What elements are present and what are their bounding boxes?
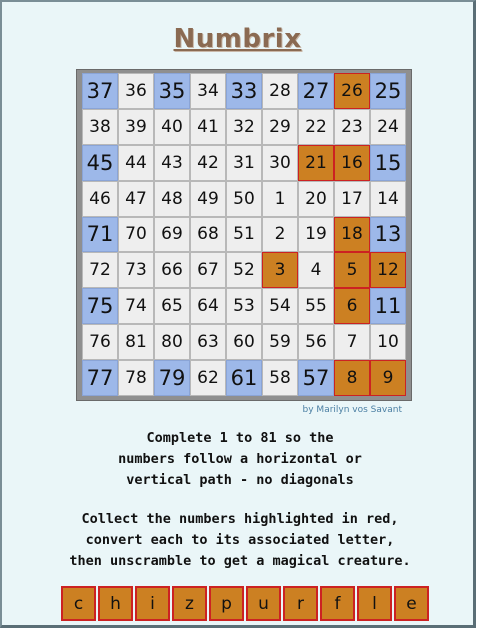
bonus-line: Collect the numbers highlighted in red, [81, 511, 399, 527]
grid-cell[interactable]: 34 [190, 73, 226, 109]
grid-cell[interactable]: 51 [226, 217, 262, 253]
letter-tile[interactable]: e [394, 586, 429, 621]
page-title: Numbrix [173, 24, 302, 54]
given-number-cell: 35 [154, 73, 190, 109]
grid-cell[interactable]: 60 [226, 324, 262, 360]
grid-cell[interactable]: 62 [190, 360, 226, 396]
given-number-cell: 79 [154, 360, 190, 396]
highlighted-cell[interactable]: 16 [334, 145, 370, 181]
highlighted-cell[interactable]: 18 [334, 217, 370, 253]
grid-cell[interactable]: 63 [190, 324, 226, 360]
letter-tile[interactable]: l [357, 586, 392, 621]
given-number-cell: 75 [82, 288, 118, 324]
puzzle-board [76, 69, 412, 401]
grid-cell[interactable]: 10 [370, 324, 406, 360]
rules-line: numbers follow a horizontal or [118, 451, 362, 467]
rules-text [2, 428, 478, 491]
grid-cell[interactable]: 54 [262, 288, 298, 324]
grid-cell[interactable]: 36 [118, 73, 154, 109]
grid-cell[interactable]: 76 [82, 324, 118, 360]
grid-cell[interactable]: 59 [262, 324, 298, 360]
given-number-cell: 13 [370, 217, 406, 253]
grid-cell[interactable]: 24 [370, 109, 406, 145]
grid-cell[interactable]: 22 [298, 109, 334, 145]
given-number-cell: 33 [226, 73, 262, 109]
grid-cell[interactable]: 7 [334, 324, 370, 360]
grid-cell[interactable]: 2 [262, 217, 298, 253]
grid-cell[interactable]: 78 [118, 360, 154, 396]
given-number-cell: 45 [82, 145, 118, 181]
grid-cell[interactable]: 19 [298, 217, 334, 253]
number-grid [82, 73, 406, 396]
letter-tile[interactable]: p [209, 586, 244, 621]
grid-cell[interactable]: 47 [118, 181, 154, 217]
grid-cell[interactable]: 41 [190, 109, 226, 145]
author-credit: by Marilyn vos Savant [302, 405, 402, 415]
letter-tile[interactable]: z [172, 586, 207, 621]
grid-cell[interactable]: 30 [262, 145, 298, 181]
grid-cell[interactable]: 56 [298, 324, 334, 360]
grid-cell[interactable]: 66 [154, 252, 190, 288]
grid-cell[interactable]: 69 [154, 217, 190, 253]
grid-cell[interactable]: 81 [118, 324, 154, 360]
bonus-line: then unscramble to get a magical creature. [69, 553, 411, 569]
letter-tile[interactable]: i [135, 586, 170, 621]
given-number-cell: 25 [370, 73, 406, 109]
grid-cell[interactable]: 67 [190, 252, 226, 288]
given-number-cell: 37 [82, 73, 118, 109]
rules-line: vertical path - no diagonals [126, 472, 354, 488]
grid-cell[interactable]: 29 [262, 109, 298, 145]
letter-tiles [61, 586, 431, 621]
grid-cell[interactable]: 4 [298, 252, 334, 288]
highlighted-cell[interactable]: 9 [370, 360, 406, 396]
grid-cell[interactable]: 55 [298, 288, 334, 324]
highlighted-cell[interactable]: 26 [334, 73, 370, 109]
highlighted-cell[interactable]: 3 [262, 252, 298, 288]
given-number-cell: 11 [370, 288, 406, 324]
letter-tile[interactable]: r [283, 586, 318, 621]
highlighted-cell[interactable]: 5 [334, 252, 370, 288]
bonus-line: convert each to its associated letter, [85, 532, 395, 548]
bonus-instructions [2, 509, 478, 572]
grid-cell[interactable]: 23 [334, 109, 370, 145]
grid-cell[interactable]: 1 [262, 181, 298, 217]
grid-cell[interactable]: 64 [190, 288, 226, 324]
grid-cell[interactable]: 53 [226, 288, 262, 324]
letter-tile[interactable]: c [61, 586, 96, 621]
given-number-cell: 61 [226, 360, 262, 396]
grid-cell[interactable]: 74 [118, 288, 154, 324]
given-number-cell: 77 [82, 360, 118, 396]
grid-cell[interactable]: 58 [262, 360, 298, 396]
highlighted-cell[interactable]: 12 [370, 252, 406, 288]
letter-tile[interactable]: u [246, 586, 281, 621]
given-number-cell: 57 [298, 360, 334, 396]
grid-cell[interactable]: 39 [118, 109, 154, 145]
grid-cell[interactable]: 42 [190, 145, 226, 181]
grid-cell[interactable]: 28 [262, 73, 298, 109]
letter-tile[interactable]: h [98, 586, 133, 621]
grid-cell[interactable]: 80 [154, 324, 190, 360]
grid-cell[interactable]: 38 [82, 109, 118, 145]
grid-cell[interactable]: 65 [154, 288, 190, 324]
grid-cell[interactable]: 48 [154, 181, 190, 217]
grid-cell[interactable]: 68 [190, 217, 226, 253]
highlighted-cell[interactable]: 6 [334, 288, 370, 324]
grid-cell[interactable]: 20 [298, 181, 334, 217]
grid-cell[interactable]: 52 [226, 252, 262, 288]
grid-cell[interactable]: 49 [190, 181, 226, 217]
given-number-cell: 15 [370, 145, 406, 181]
given-number-cell: 71 [82, 217, 118, 253]
grid-cell[interactable]: 70 [118, 217, 154, 253]
letter-tile[interactable]: f [320, 586, 355, 621]
grid-cell[interactable]: 14 [370, 181, 406, 217]
grid-cell[interactable]: 43 [154, 145, 190, 181]
grid-cell[interactable]: 31 [226, 145, 262, 181]
highlighted-cell[interactable]: 21 [298, 145, 334, 181]
highlighted-cell[interactable]: 8 [334, 360, 370, 396]
grid-cell[interactable]: 44 [118, 145, 154, 181]
grid-cell[interactable]: 40 [154, 109, 190, 145]
grid-cell[interactable]: 17 [334, 181, 370, 217]
rules-line: Complete 1 to 81 so the [146, 430, 334, 446]
grid-cell[interactable]: 50 [226, 181, 262, 217]
grid-cell[interactable]: 32 [226, 109, 262, 145]
grid-cell[interactable]: 73 [118, 252, 154, 288]
grid-cell[interactable]: 72 [82, 252, 118, 288]
given-number-cell: 27 [298, 73, 334, 109]
grid-cell[interactable]: 46 [82, 181, 118, 217]
